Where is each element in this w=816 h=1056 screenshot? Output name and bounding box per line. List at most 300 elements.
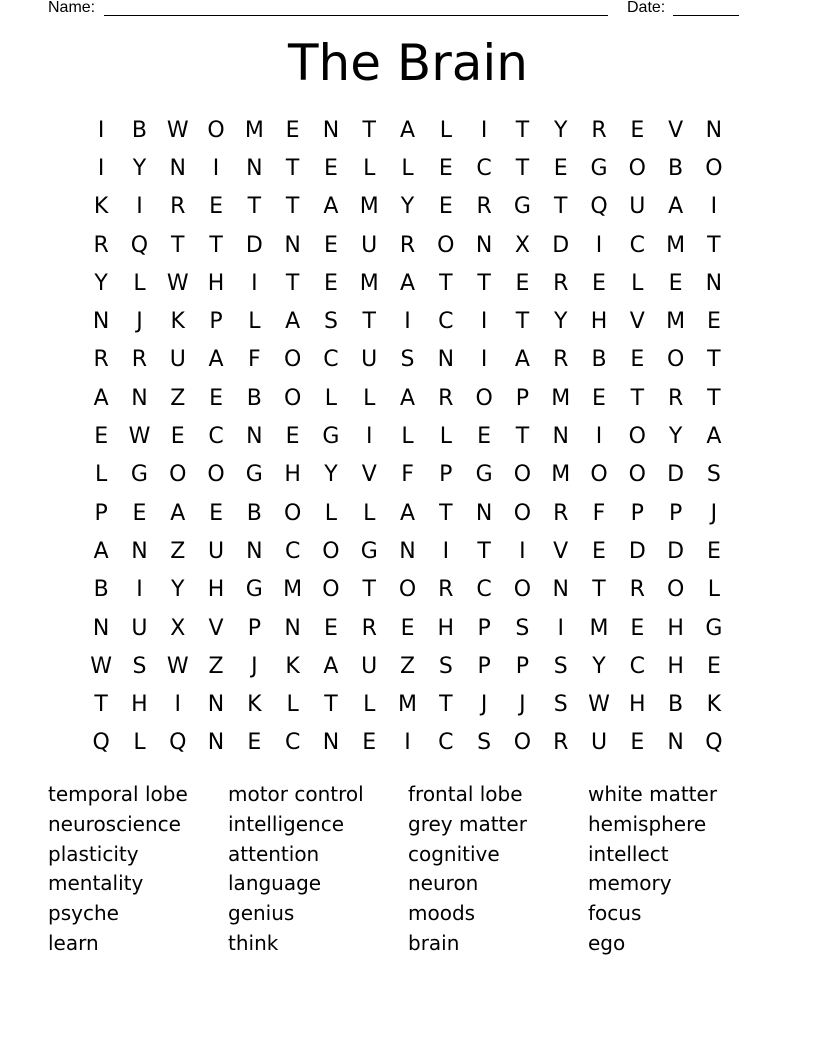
grid-letter[interactable]: E: [323, 615, 338, 641]
grid-letter[interactable]: A: [668, 194, 684, 220]
grid-letter[interactable]: O: [283, 385, 302, 411]
grid-letter[interactable]: C: [629, 232, 645, 258]
grid-letter[interactable]: N: [475, 232, 493, 258]
grid-letter[interactable]: L: [133, 270, 146, 296]
grid-letter[interactable]: C: [284, 730, 301, 756]
grid-letter[interactable]: G: [322, 424, 340, 450]
grid-letter[interactable]: Q: [590, 194, 608, 220]
grid-letter[interactable]: O: [513, 500, 532, 526]
grid-letter[interactable]: I: [404, 309, 411, 335]
grid-letter[interactable]: T: [707, 385, 721, 411]
grid-letter[interactable]: E: [209, 194, 223, 220]
grid-letter[interactable]: O: [322, 577, 340, 603]
grid-letter[interactable]: L: [439, 117, 452, 143]
grid-letter[interactable]: U: [361, 347, 378, 373]
grid-letter[interactable]: E: [553, 155, 568, 181]
grid-letter[interactable]: G: [360, 538, 378, 564]
grid-letter[interactable]: O: [513, 730, 532, 756]
grid-letter[interactable]: O: [666, 347, 685, 373]
grid-letter[interactable]: Y: [400, 194, 415, 220]
grid-letter[interactable]: E: [362, 730, 377, 756]
grid-letter[interactable]: J: [251, 653, 258, 679]
grid-letter[interactable]: M: [359, 194, 379, 220]
grid-letter[interactable]: O: [705, 155, 723, 181]
grid-letter[interactable]: C: [476, 577, 492, 603]
grid-letter[interactable]: L: [363, 692, 376, 718]
grid-letter[interactable]: R: [667, 385, 684, 411]
grid-letter[interactable]: M: [666, 309, 686, 335]
grid-letter[interactable]: J: [710, 500, 718, 526]
grid-letter[interactable]: Y: [171, 577, 185, 603]
grid-letter[interactable]: S: [515, 615, 530, 641]
grid-letter[interactable]: U: [207, 538, 225, 564]
grid-letter[interactable]: R: [629, 577, 645, 603]
grid-letter[interactable]: R: [131, 347, 148, 373]
grid-letter[interactable]: A: [285, 309, 301, 335]
grid-letter[interactable]: A: [93, 385, 109, 411]
grid-letter[interactable]: S: [553, 692, 568, 718]
grid-letter[interactable]: W: [166, 653, 189, 679]
grid-letter[interactable]: L: [631, 270, 644, 296]
grid-letter[interactable]: T: [477, 538, 491, 564]
grid-letter[interactable]: S: [553, 653, 568, 679]
grid-letter[interactable]: N: [169, 155, 186, 181]
grid-letter[interactable]: A: [399, 117, 416, 143]
grid-letter[interactable]: P: [630, 500, 644, 526]
grid-letter[interactable]: T: [285, 194, 300, 220]
grid-letter[interactable]: E: [630, 347, 645, 373]
grid-letter[interactable]: P: [247, 615, 261, 641]
grid-letter[interactable]: Q: [92, 730, 110, 756]
grid-letter[interactable]: H: [207, 270, 225, 296]
grid-letter[interactable]: I: [480, 347, 488, 373]
grid-letter[interactable]: R: [170, 194, 186, 220]
grid-letter[interactable]: J: [519, 692, 526, 718]
grid-letter[interactable]: T: [515, 309, 530, 335]
grid-letter[interactable]: A: [706, 424, 722, 450]
grid-letter[interactable]: S: [438, 653, 453, 679]
grid-letter[interactable]: Y: [132, 155, 147, 181]
grid-letter[interactable]: T: [247, 194, 262, 220]
grid-letter[interactable]: N: [322, 730, 340, 756]
grid-letter[interactable]: U: [590, 730, 608, 756]
grid-letter[interactable]: H: [131, 692, 148, 718]
grid-letter[interactable]: C: [323, 347, 339, 373]
grid-letter[interactable]: B: [668, 692, 684, 718]
grid-letter[interactable]: I: [136, 577, 143, 603]
grid-letter[interactable]: Y: [553, 117, 568, 143]
grid-letter[interactable]: A: [170, 500, 186, 526]
grid-letter[interactable]: N: [667, 730, 684, 756]
grid-letter[interactable]: C: [438, 730, 454, 756]
grid-letter[interactable]: P: [515, 653, 530, 679]
grid-letter[interactable]: Z: [170, 385, 186, 411]
grid-letter[interactable]: W: [166, 270, 189, 296]
grid-letter[interactable]: L: [401, 424, 414, 450]
word-list-item: intelligence: [228, 811, 345, 836]
grid-letter[interactable]: C: [438, 309, 454, 335]
grid-letter[interactable]: W: [128, 424, 151, 450]
grid-letter[interactable]: T: [285, 270, 300, 296]
grid-letter[interactable]: L: [133, 730, 146, 756]
grid-letter[interactable]: V: [553, 538, 569, 564]
grid-letter[interactable]: T: [285, 155, 300, 181]
grid-letter[interactable]: A: [208, 347, 224, 373]
grid-letter[interactable]: H: [667, 615, 684, 641]
grid-letter[interactable]: B: [591, 347, 607, 373]
grid-letter[interactable]: E: [285, 424, 300, 450]
grid-letter[interactable]: K: [247, 692, 262, 718]
grid-letter[interactable]: Q: [169, 730, 187, 756]
grid-letter[interactable]: K: [285, 653, 300, 679]
grid-letter[interactable]: A: [323, 194, 339, 220]
grid-letter[interactable]: B: [668, 155, 684, 181]
grid-letter[interactable]: Q: [705, 730, 723, 756]
grid-letter[interactable]: T: [439, 270, 453, 296]
grid-letter[interactable]: I: [710, 194, 718, 220]
grid-letter[interactable]: W: [588, 692, 610, 718]
grid-letter[interactable]: O: [628, 462, 646, 488]
grid-letter[interactable]: R: [438, 577, 454, 603]
grid-letter[interactable]: C: [284, 538, 301, 564]
grid-letter[interactable]: V: [361, 462, 377, 488]
grid-letter[interactable]: P: [477, 653, 491, 679]
grid-letter[interactable]: T: [707, 347, 721, 373]
grid-letter[interactable]: I: [174, 692, 181, 718]
grid-letter[interactable]: E: [247, 730, 262, 756]
grid-letter[interactable]: N: [552, 577, 569, 603]
grid-letter[interactable]: L: [324, 385, 338, 411]
grid-letter[interactable]: O: [513, 462, 532, 488]
grid-letter[interactable]: X: [514, 232, 530, 258]
grid-letter[interactable]: M: [551, 462, 571, 488]
grid-letter[interactable]: U: [361, 232, 378, 258]
grid-letter[interactable]: I: [442, 538, 450, 564]
grid-letter[interactable]: S: [400, 347, 415, 373]
grid-letter[interactable]: N: [207, 730, 225, 756]
grid-letter[interactable]: D: [667, 462, 685, 488]
grid-letter[interactable]: H: [284, 462, 301, 488]
grid-letter[interactable]: A: [514, 347, 530, 373]
word-list: [48, 780, 768, 959]
grid-letter[interactable]: O: [513, 577, 532, 603]
grid-letter[interactable]: K: [93, 194, 109, 220]
grid-letter[interactable]: E: [477, 424, 492, 450]
grid-letter[interactable]: V: [208, 615, 224, 641]
grid-letter[interactable]: T: [515, 424, 530, 450]
grid-letter[interactable]: Y: [592, 653, 606, 679]
grid-letter[interactable]: R: [93, 347, 109, 373]
grid-letter[interactable]: Q: [130, 232, 149, 258]
grid-letter[interactable]: L: [363, 155, 376, 181]
grid-letter[interactable]: H: [437, 615, 455, 641]
grid-letter[interactable]: N: [246, 538, 263, 564]
grid-letter[interactable]: B: [246, 385, 262, 411]
grid-letter[interactable]: G: [245, 462, 263, 488]
word-list-item: neuroscience: [48, 811, 181, 836]
grid-letter[interactable]: L: [363, 500, 376, 526]
grid-letter[interactable]: T: [477, 270, 491, 296]
grid-letter[interactable]: N: [437, 347, 455, 373]
grid-letter[interactable]: R: [553, 500, 569, 526]
grid-letter[interactable]: R: [438, 385, 454, 411]
grid-letter[interactable]: C: [476, 155, 492, 181]
grid-letter[interactable]: E: [706, 309, 721, 335]
grid-letter[interactable]: P: [668, 500, 683, 526]
grid-letter[interactable]: L: [401, 155, 414, 181]
grid-letter[interactable]: O: [207, 117, 225, 143]
grid-letter[interactable]: B: [93, 577, 109, 603]
grid-letter[interactable]: P: [439, 462, 453, 488]
grid-letter[interactable]: F: [401, 462, 414, 488]
grid-letter[interactable]: M: [283, 577, 303, 603]
grid-letter[interactable]: O: [322, 538, 340, 564]
name-line[interactable]: [104, 15, 608, 16]
grid-letter[interactable]: L: [248, 309, 261, 335]
grid-letter[interactable]: Z: [208, 653, 224, 679]
grid-letter[interactable]: T: [362, 309, 376, 335]
grid-letter[interactable]: N: [705, 117, 723, 143]
word-list-item: hemisphere: [588, 811, 707, 836]
grid-letter[interactable]: M: [666, 232, 686, 258]
grid-letter[interactable]: M: [244, 117, 264, 143]
grid-letter[interactable]: I: [595, 424, 603, 450]
grid-letter[interactable]: H: [590, 309, 608, 335]
grid-letter[interactable]: T: [362, 577, 376, 603]
grid-letter[interactable]: E: [400, 615, 415, 641]
grid-letter[interactable]: P: [515, 385, 530, 411]
grid-letter[interactable]: E: [323, 232, 338, 258]
word-list-item: moods: [408, 901, 476, 926]
grid-letter[interactable]: L: [95, 462, 108, 488]
grid-letter[interactable]: S: [706, 462, 721, 488]
grid-letter[interactable]: N: [399, 538, 416, 564]
grid-letter[interactable]: I: [519, 538, 526, 564]
grid-letter[interactable]: N: [92, 309, 110, 335]
grid-letter[interactable]: E: [592, 538, 606, 564]
grid-letter[interactable]: E: [706, 538, 721, 564]
header-row: [0, 0, 816, 20]
grid-letter[interactable]: S: [323, 309, 338, 335]
grid-letter[interactable]: E: [630, 730, 645, 756]
grid-letter[interactable]: R: [93, 232, 109, 258]
grid-letter[interactable]: O: [475, 385, 493, 411]
grid-letter[interactable]: P: [477, 615, 491, 641]
grid-letter[interactable]: T: [94, 692, 108, 718]
grid-letter[interactable]: O: [590, 462, 608, 488]
grid-letter[interactable]: E: [706, 653, 721, 679]
grid-letter[interactable]: Y: [553, 309, 568, 335]
grid-letter[interactable]: R: [361, 615, 377, 641]
grid-letter[interactable]: P: [94, 500, 108, 526]
grid-letter[interactable]: N: [284, 232, 301, 258]
grid-letter[interactable]: U: [361, 653, 378, 679]
grid-letter[interactable]: E: [209, 385, 223, 411]
grid-letter[interactable]: M: [589, 615, 609, 641]
grid-letter[interactable]: G: [245, 577, 263, 603]
grid-letter[interactable]: U: [169, 347, 186, 373]
grid-letter[interactable]: I: [365, 424, 373, 450]
word-list-item: think: [228, 930, 279, 955]
grid-letter[interactable]: R: [553, 270, 569, 296]
grid-letter[interactable]: P: [209, 309, 223, 335]
grid-letter[interactable]: V: [668, 117, 684, 143]
grid-letter[interactable]: E: [170, 424, 185, 450]
grid-letter[interactable]: G: [705, 615, 723, 641]
grid-letter[interactable]: R: [553, 347, 569, 373]
grid-letter[interactable]: G: [513, 194, 531, 220]
grid-letter[interactable]: E: [94, 424, 109, 450]
grid-letter[interactable]: H: [667, 653, 684, 679]
grid-letter[interactable]: S: [132, 653, 147, 679]
grid-letter[interactable]: A: [399, 500, 416, 526]
grid-letter[interactable]: E: [630, 117, 645, 143]
grid-letter[interactable]: N: [705, 270, 723, 296]
grid-letter[interactable]: T: [439, 500, 453, 526]
grid-letter[interactable]: T: [515, 117, 530, 143]
grid-letter[interactable]: A: [93, 538, 109, 564]
grid-letter[interactable]: I: [557, 615, 564, 641]
grid-letter[interactable]: O: [666, 577, 685, 603]
grid-letter[interactable]: T: [592, 577, 606, 603]
grid-letter[interactable]: V: [629, 309, 645, 335]
date-line[interactable]: [673, 15, 739, 16]
grid-letter[interactable]: D: [245, 232, 263, 258]
grid-letter[interactable]: I: [251, 270, 258, 296]
grid-letter[interactable]: E: [592, 385, 606, 411]
grid-letter[interactable]: A: [399, 270, 416, 296]
grid-letter[interactable]: J: [480, 692, 488, 718]
grid-letter[interactable]: R: [476, 194, 492, 220]
grid-letter[interactable]: B: [131, 117, 147, 143]
grid-letter[interactable]: I: [136, 194, 143, 220]
grid-letter[interactable]: O: [207, 462, 225, 488]
grid-letter[interactable]: L: [439, 424, 452, 450]
grid-letter[interactable]: H: [629, 692, 646, 718]
grid-letter[interactable]: E: [323, 155, 338, 181]
grid-letter[interactable]: I: [97, 155, 105, 181]
grid-letter[interactable]: T: [171, 232, 185, 258]
grid-letter[interactable]: D: [667, 538, 685, 564]
grid-letter[interactable]: I: [97, 117, 105, 143]
grid-letter[interactable]: E: [323, 270, 338, 296]
grid-letter[interactable]: C: [208, 424, 224, 450]
grid-letter[interactable]: N: [131, 385, 148, 411]
grid-letter[interactable]: B: [246, 500, 262, 526]
grid-letter[interactable]: N: [246, 424, 263, 450]
grid-letter[interactable]: I: [212, 155, 220, 181]
word-list-item: learn: [48, 930, 99, 955]
grid-letter[interactable]: L: [324, 500, 338, 526]
grid-letter[interactable]: T: [362, 117, 376, 143]
grid-letter[interactable]: C: [629, 653, 645, 679]
grid-letter[interactable]: I: [595, 232, 603, 258]
grid-letter[interactable]: E: [438, 194, 453, 220]
grid-letter[interactable]: E: [438, 155, 453, 181]
grid-letter[interactable]: M: [551, 385, 571, 411]
grid-letter[interactable]: G: [590, 155, 608, 181]
grid-letter[interactable]: T: [630, 385, 645, 411]
grid-letter[interactable]: F: [592, 500, 606, 526]
grid-letter[interactable]: O: [283, 500, 302, 526]
grid-letter[interactable]: I: [404, 730, 411, 756]
grid-letter[interactable]: A: [399, 385, 416, 411]
grid-letter[interactable]: J: [136, 309, 143, 335]
grid-letter[interactable]: W: [166, 117, 189, 143]
grid-letter[interactable]: M: [359, 270, 379, 296]
grid-letter[interactable]: W: [90, 653, 113, 679]
grid-letter[interactable]: R: [399, 232, 416, 258]
grid-letter[interactable]: K: [170, 309, 185, 335]
grid-letter[interactable]: F: [248, 347, 261, 373]
grid-letter[interactable]: T: [324, 692, 338, 718]
grid-letter[interactable]: E: [132, 500, 147, 526]
grid-letter[interactable]: Y: [94, 270, 108, 296]
grid-letter[interactable]: S: [477, 730, 492, 756]
grid-letter[interactable]: O: [628, 424, 646, 450]
grid-letter[interactable]: E: [515, 270, 530, 296]
grid-letter[interactable]: X: [170, 615, 186, 641]
grid-letter[interactable]: Y: [668, 424, 683, 450]
grid-letter[interactable]: O: [628, 155, 646, 181]
grid-letter[interactable]: N: [131, 538, 148, 564]
grid-letter[interactable]: K: [706, 692, 722, 718]
grid-letter[interactable]: R: [553, 730, 569, 756]
grid-letter[interactable]: L: [286, 692, 299, 718]
grid-letter[interactable]: O: [169, 462, 187, 488]
grid-letter[interactable]: N: [322, 117, 340, 143]
grid-letter[interactable]: E: [592, 270, 606, 296]
grid-letter[interactable]: T: [707, 232, 721, 258]
grid-letter[interactable]: N: [92, 615, 110, 641]
word-list-item: motor control: [228, 782, 364, 806]
grid-letter[interactable]: T: [515, 155, 530, 181]
grid-letter[interactable]: E: [630, 615, 645, 641]
grid-letter[interactable]: A: [323, 653, 339, 679]
grid-letter[interactable]: G: [130, 462, 148, 488]
grid-letter[interactable]: O: [398, 577, 417, 603]
grid-letter[interactable]: Y: [324, 462, 338, 488]
grid-letter[interactable]: M: [398, 692, 418, 718]
grid-letter[interactable]: I: [480, 117, 488, 143]
grid-letter[interactable]: O: [437, 232, 455, 258]
grid-letter[interactable]: N: [552, 424, 569, 450]
grid-letter[interactable]: O: [283, 347, 302, 373]
grid-letter[interactable]: Z: [170, 538, 186, 564]
grid-letter[interactable]: T: [553, 194, 568, 220]
grid-letter[interactable]: R: [591, 117, 607, 143]
grid-letter[interactable]: I: [480, 309, 488, 335]
grid-letter[interactable]: Z: [399, 653, 416, 679]
grid-letter[interactable]: D: [628, 538, 646, 564]
grid-letter[interactable]: N: [246, 155, 263, 181]
grid-letter[interactable]: N: [284, 615, 301, 641]
grid-letter[interactable]: H: [207, 577, 225, 603]
grid-letter[interactable]: N: [475, 500, 493, 526]
grid-letter[interactable]: G: [475, 462, 493, 488]
grid-letter[interactable]: E: [209, 500, 223, 526]
grid-letter[interactable]: L: [363, 385, 376, 411]
grid-letter[interactable]: D: [552, 232, 570, 258]
grid-letter[interactable]: T: [439, 692, 453, 718]
grid-letter[interactable]: N: [207, 692, 225, 718]
grid-letter[interactable]: L: [707, 577, 721, 603]
grid-letter[interactable]: U: [629, 194, 646, 220]
grid-letter[interactable]: E: [668, 270, 683, 296]
grid-letter[interactable]: T: [209, 232, 223, 258]
grid-letter[interactable]: U: [131, 615, 148, 641]
grid-letter[interactable]: E: [285, 117, 300, 143]
